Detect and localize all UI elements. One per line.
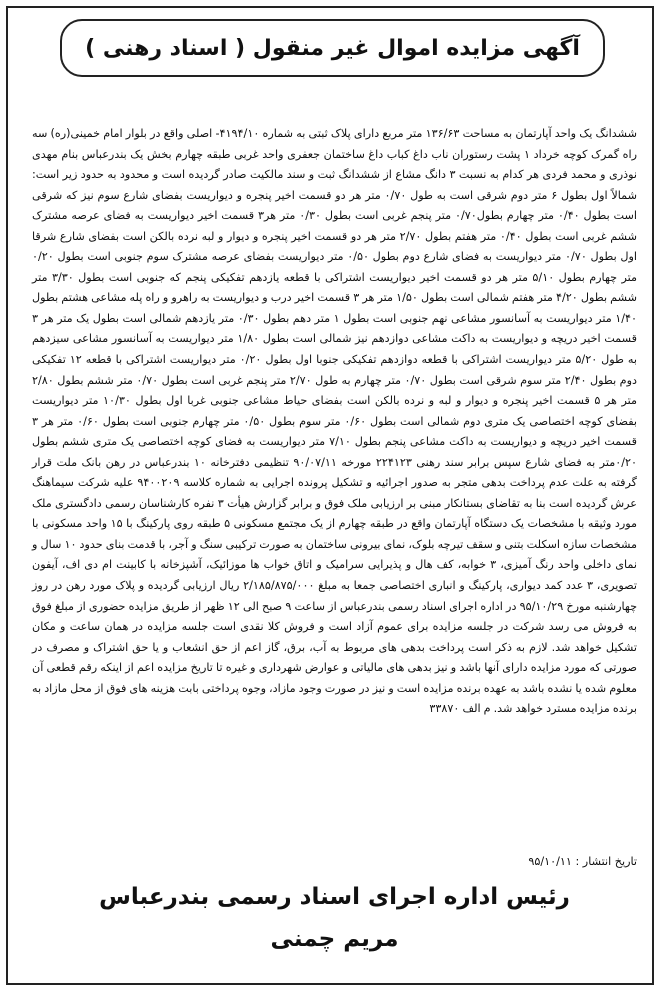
signature-name: مریم چمنی (270, 926, 399, 952)
notice-title: آگهی مزایده اموال غیر منقول ( اسناد رهنی ) (60, 19, 605, 77)
publish-date: تاریخ انتشار : ۹۵/۱۰/۱۱ (528, 855, 637, 868)
notice-body: ششدانگ یک واحد آپارتمان به مساحت ۱۳۶/۶۳ متر مربع دارای پلاک ثبتی به شماره ۴۱۹۴/۱۰- اصلی واقع در بلوار امام خمینی(ره) سه راه گمرک کوچه خرداد ۱ پشت رستوران ناب داغ کباب داغ ساختمان جعفری واحد غربی طبقه چهارم بخش یک بندرعباس بنام مهدی نوذری و محمد فردی هر کدام به نسبت ۳ دانگ مشاع از ششدانگ ثبت و سند مالکیت صادر گردیده است و محدود به حدود زیر است: شمالاً اول بطول ۶ متر دوم شرقی است به طول ۰/۷۰ متر هر دو قسمت اخیر پنجره و دیواریست بفضای شارع سوم نیز که شرقی است بطول ۰/۴۰ متر چهارم بطول۰/۷۰ متر پنجم غربی است بطول ۰/۳۰ متر هر۳ قسمت اخیر دیواریست به فضای عرصه مشترک ششم غربی است بطول ۰/۴۰ متر هفتم بطول ۲/۷۰ متر هر دو قسمت اخیر پنجره و دیوار و لبه نرده بالکن است بفضای شارع شرقا اول بطول ۰/۷۰ متر دیواریست به فضای شارع دوم بطول ۰/۵۰ متر دیواریست بفضای عرصه مشترک سوم جنوبی است بطول ۰/۲۰ متر چهارم بطول ۵/۱۰ متر هر دو قسمت اخیر دیواریست اشتراکی با قطعه یازدهم تفکیکی پنجم که جنوبی است بطول ۳/۳۰ متر ششم بطول ۴/۲۰ متر هفتم شمالی است بطول ۱/۵۰ متر هر ۳ قسمت اخیر درب و دیواریست به راهرو و راه پله مشاعی هشتم بطول ۱/۴۰ متر دیواریست به آسانسور مشاعی نهم جنوبی است بطول ۱ متر دهم بطول ۰/۳۰ متر یازدهم شمالی است بطول یک متر هر ۳ قسمت اخیر دریچه و دیواریست به داکت مشاعی دوازدهم نیز شمالی است بطول ۱/۸۰ متر دیواریست به آسانسور مشاعی سیزدهم به طول ۵/۲۰ متر دیواریست اشتراکی با قطعه دوازدهم تفکیکی جنوبا اول بطول ۰/۲۰ متر دیواریست اشتراکی با قطعه ۱۲ تفکیکی دوم بطول ۲/۴۰ متر سوم شرقی است بطول ۰/۷۰ متر چهارم به طول ۲/۷۰ متر پنجم غربی است بطول ۰/۷۰ متر ششم بطول ۲/۸۰ متر هر ۵ قسمت اخیر پنجره و دیوار و لبه و نرده بالکن است بفضای حیاط مشاعی جنوبی غربا اول بطول ۱۰/۳۰ متر دیواریست بفضای کوچه اختصاصی یک متری دوم شمالی است بطول ۰/۶۰ متر سوم بطول ۰/۵۰ متر چهارم جنوبی است بطول ۰/۶۰ متر هر ۳ قسمت اخیر دریچه و دیواریست به داکت مشاعی پنجم بطول ۷/۱۰ متر دیواریست به فضای کوچه اختصاصی یک متری ششم بطول ۰/۲۰متر به فضای شارع سپس برابر سند رهنی ۲۲۴۱۲۳ مورخه ۹۰/۰۷/۱۱ تنظیمی دفترخانه ۱۰ بندرعباس در رهن بانک ملت قرار گرفته به علت عدم پرداخت بدهی متجر به صدور اجرائیه و تشکیل پرونده اجرایی به شماره کلاسه ۹۴۰۰۲۰۹ علیه شرکت سیماهنگ عرش گردیده است بنا به تقاضای بستانکار مبنی بر ارزیابی ملک فوق و برابر گزارش هیأت ۳ نفره کارشناسان رسمی دادگستری ملک مورد وثیقه با مشخصات یک دستگاه آپارتمان واقع در طبقه چهارم از یک مجتمع مسکونی ۵ طبقه روی پارکینگ با ۱۵ واحد مسکونی با مشخصات سازه اسکلت بتنی و سقف تیرچه بلوک، نمای بیرونی ساختمان به صورت ترکیبی سنگ و آجر، با قدمت بنای حدود ۱۰ سال و نمای داخلی واحد رنگ آمیزی، ۳ خوابه، کف هال و پذیرایی سرامیک و اتاق خواب ها موزائیک، آشپزخانه با کابینت ام دی اف، آیفون تصویری، ۳ عدد کمد دیواری، پارکینگ و انباری اختصاصی جمعا به مبلغ ۲/۱۸۵/۸۷۵/۰۰۰ ریال ارزیابی گردیده و پلاک مورد رهن در روز چهارشنبه مورخ ۹۵/۱۰/۲۹ در اداره اجرای اسناد رسمی بندرعباس از ساعت ۹ صبح الی ۱۲ ظهر از طریق مزایده حضوری از مبلغ فوق به فروش می رسد شرکت در جلسه مزایده برای عموم آزاد است و فروش کلا نقدی است جلسه مزایده در همان ساعت و مکان تشکیل خواهد شد. لازم به ذکر است پرداخت بدهی های مربوط به آب، برق، گاز اعم از حق انشعاب و یا حق اشتراک و مصرف در صورتی که مورد مزایده دارای آنها باشد و نیز بدهی های مالیاتی و عوارض شهرداری و غیره تا تاریخ مزایده اعم از اینکه رقم قطعی آن معلوم شده یا نشده باشد به عهده برنده مزایده است و نیز در صورت وجود مازاد، وجوه پرداختی بابت هزینه های فوق از محل مازاد به برنده مزایده مسترد خواهد شد. م الف ۳۳۸۷۰ (32, 127, 638, 716)
signature-title: رئیس اداره اجرای اسناد رسمی بندرعباس (99, 884, 570, 910)
